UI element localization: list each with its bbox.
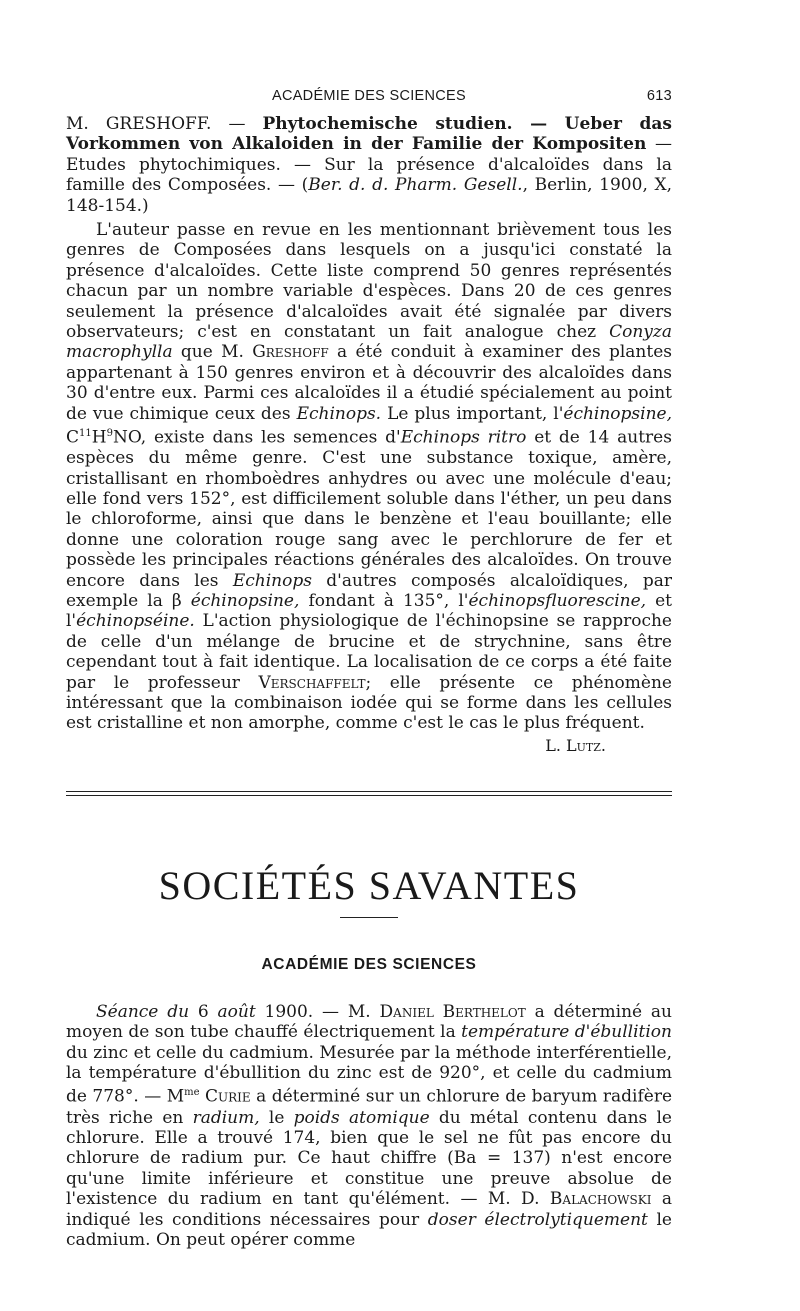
- review-body: L'auteur passe en revue en les mentionnant brièvement tous les genres de Composées dans lesquels on a jusqu'ici constaté la présence d'alcaloïdes. Cette liste comprend 50 genres représentés chacun par un nombre variable d'espèces. Dans 20 de ces genres seulement la présence d'alcaloïdes avait été signalée par divers observateurs; c'est en constatant un fait analogue chez Conyza macrophylla que M. Greshoff a été conduit à examiner des plantes appartenant à 150 genres environ et à découvrir des alcaloïdes dans 30 d'entre eux. Parmi ces alcaloïdes il a étudié spécialement au point de vue chimique ceux des Echinops. Le plus important, l'échinopsine, $C^{11}H^9NO$, existe dans les semences d'Echinops ritro et de 14 autres espèces du même genre. C'est une substance toxique, amère, cristallisant en rhomboèdres anhydres ou avec une molécule d'eau; elle fond vers 152°, est difficilement soluble dans l'éther, un peu dans le chloroforme, ainsi que dans le benzène et l'eau bouillante; elle donne une coloration rouge sang avec le perchlorure de fer et possède les principales réactions générales des alcaloïdes. On trouve encore dans les Echinops d'autres composés alcaloïdiques, par exemple la β échinopsine, fondant à 135°, l'échinopsfluorescine, et l'échinopséine. L'action physiologique de l'échinopsine se rapproche de celle d'un mélange de brucine et de strychnine, sans être cependant tout à fait identique. La localisation de ce corps a été faite par le professeur Verschaffelt; elle présente ce phénomène intéressant que la combinaison iodée qui se forme dans les cellules est cristalline et non amorphe, comme c'est le cas le plus fréquent.: [66, 220, 672, 734]
- title-underline: [340, 917, 398, 918]
- running-head-title: ACADÉMIE DES SCIENCES: [271, 88, 467, 104]
- seance-paragraph: Séance du 6 août 1900. — M. Daniel Berthelot a déterminé au moyen de son tube chauffé électriquement la température d'ébullition du zinc et celle du cadmium. Mesurée par la méthode interférentielle, la température d'ébullition du zinc est de 920°, et celle du cadmium de 778°. — $M^{me}$ Curie a déterminé sur un chlorure de baryum radifère très riche en radium, le poids atomique du métal contenu dans le chlorure. Elle a trouvé 174, bien que le sel ne fût pas encore du chlorure de radium pur. Ce haut chiffre (Ba = 137) n'est encore qu'une limite inférieure et constitue une preuve absolue de l'existence du radium en tant qu'élément. — M. D. Balachowski a indiqué les conditions nécessaires pour doser électrolytiquement le cadmium. On peut opérer comme: [66, 1001, 673, 1250]
- review-title-german: Phytochemische studien. — Ueber das Vorkommen von Alkaloiden in der Familie der Kompositen: [66, 114, 673, 155]
- review-signature: L. Lutz.: [545, 735, 606, 755]
- page: [66, 88, 672, 1250]
- section-divider: [66, 791, 672, 796]
- divider-rule-bottom: [66, 795, 672, 796]
- review-title-french: — Etudes phytochimiques. — Sur la présence d'alcaloïdes dans la famille des Composées. — (: [66, 134, 672, 196]
- section-title: SOCIÉTÉS SAVANTES: [158, 862, 580, 908]
- review-author: M. GRESHOFF.: [66, 114, 212, 134]
- running-head: [66, 88, 672, 110]
- review-citation: M. GRESHOFF. — Phytochemische studien. — Ueber das Vorkommen von Alkaloiden in der Familie der Kompositen — Etudes phytochimiques. — Sur la présence d'alcaloïdes dans la famille des Composées. — (Ber. d. d. Pharm. Gesell., Berlin, 1900, X, 148-154.): [66, 114, 673, 216]
- review-reference: , Berlin, 1900, X, 148-154.): [66, 175, 672, 216]
- page-number: 613: [646, 88, 672, 104]
- divider-rule-top: [66, 791, 672, 792]
- section-subtitle: ACADÉMIE DES SCIENCES: [261, 955, 477, 973]
- review-journal: Ber. d. d. Pharm. Gesell.: [308, 175, 523, 196]
